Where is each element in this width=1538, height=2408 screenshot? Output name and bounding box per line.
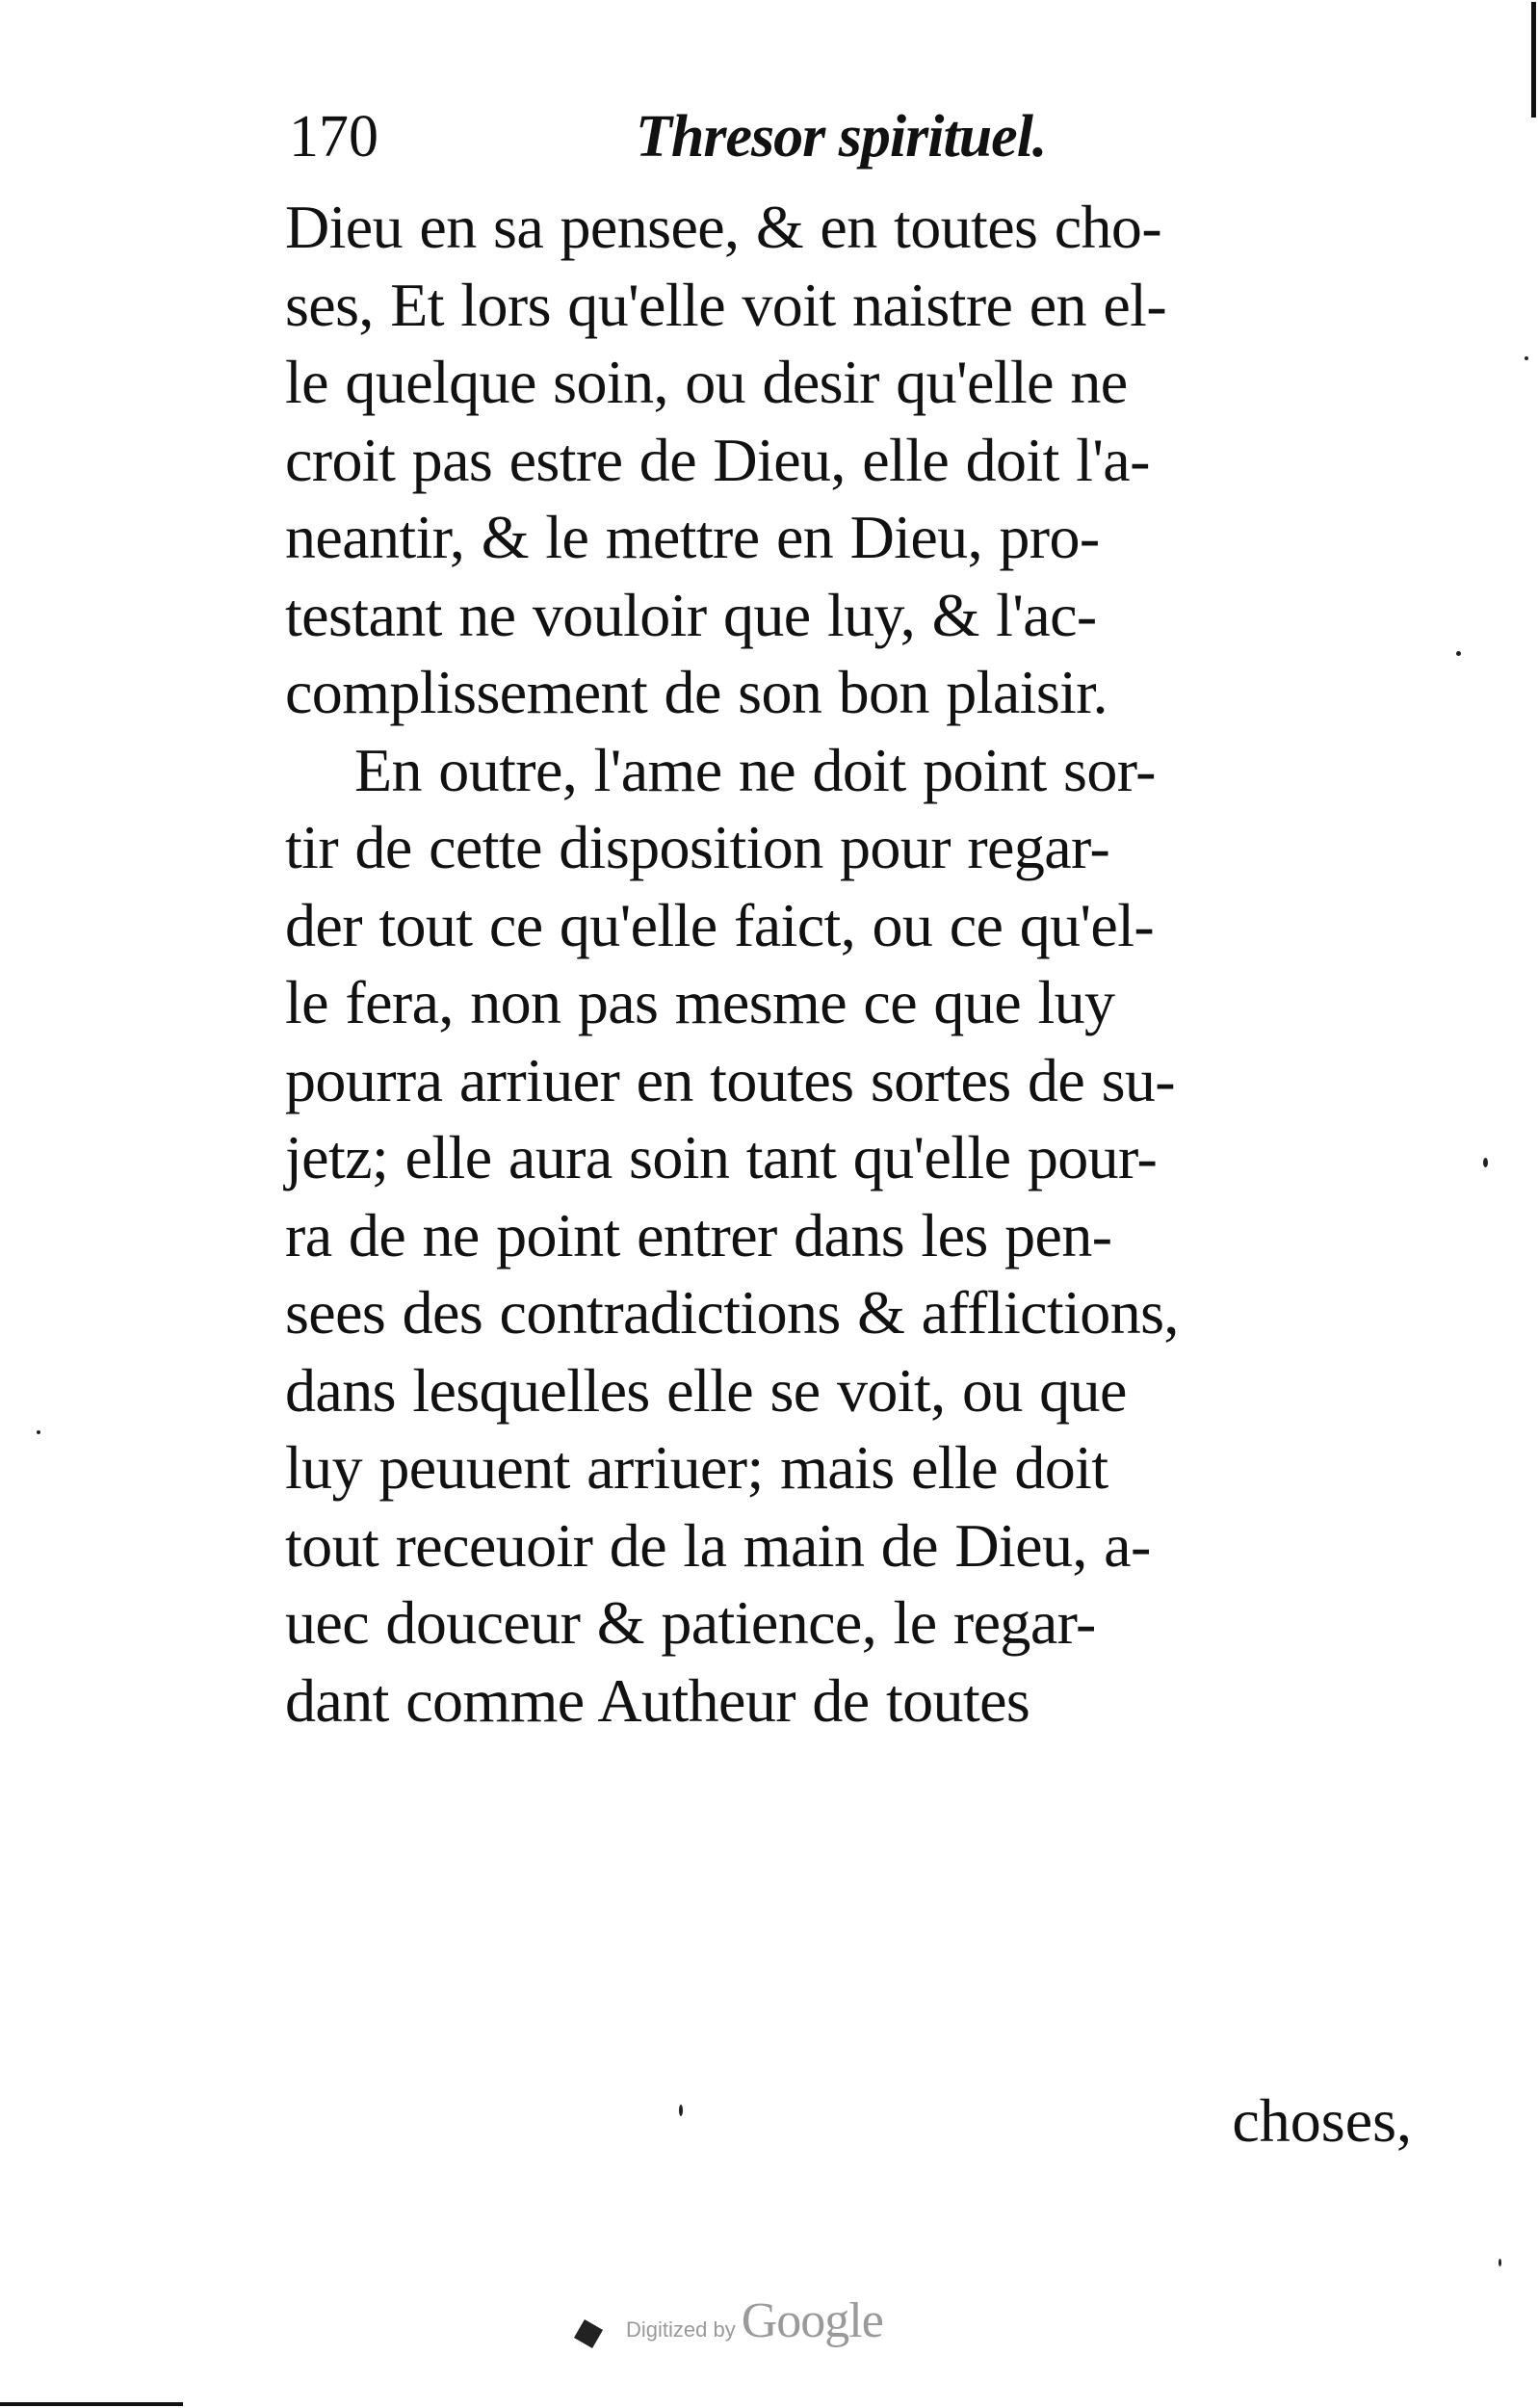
ink-speck — [1456, 651, 1461, 656]
text-line: sees des contradictions & afflictions, — [285, 1278, 1179, 1347]
digitized-by-label: Digitized by — [626, 2317, 736, 2342]
text-line: neantir, & le mettre en Dieu, pro- — [285, 503, 1100, 571]
ink-speck — [1483, 1158, 1488, 1167]
catchword: choses, — [1232, 2086, 1412, 2155]
text-line: Dieu en sa pensee, & en toutes cho- — [285, 193, 1162, 261]
text-line: croit pas estre de Dieu, elle doit l'a- — [285, 425, 1150, 494]
text-line: dans lesquelles elle se voit, ou que — [285, 1355, 1127, 1425]
ink-speck — [1525, 356, 1528, 360]
text-line: tout receuoir de la main de Dieu, a- — [285, 1510, 1151, 1580]
text-line: ra de ne point entrer dans les pen- — [285, 1200, 1112, 1269]
body-text — [285, 189, 1412, 1740]
scan-edge-mark — [0, 2402, 183, 2406]
text-line: uec douceur & patience, le regar- — [285, 1588, 1096, 1657]
text-line: le fera, non pas mesme ce que luy — [285, 968, 1115, 1036]
text-line: complissement de son bon plaisir. — [285, 658, 1108, 726]
text-line: tir de cette disposition pour regar- — [285, 813, 1110, 881]
text-line: luy peuuent arriuer; mais elle doit — [285, 1433, 1108, 1502]
text-line: jetz; elle aura soin tant qu'elle pour- — [285, 1123, 1158, 1191]
ink-speck — [679, 2105, 683, 2116]
google-logo: Google — [741, 2293, 883, 2348]
text-line: ses, Et lors qu'elle voit naistre en el- — [285, 270, 1167, 339]
ink-speck — [37, 1430, 40, 1434]
text-line: dant comme Autheur de toutes — [285, 1665, 1030, 1735]
page-header — [289, 98, 1252, 175]
running-title: Thresor spirituel. — [636, 104, 1047, 170]
paragraph-start-line: En outre, l'ame ne doit point sor- — [354, 735, 1156, 804]
ink-speck — [1531, 2, 1536, 118]
digitization-footer — [626, 2292, 883, 2350]
text-line: der tout ce qu'elle faict, ou ce qu'el- — [285, 890, 1155, 959]
ink-speck — [1499, 2259, 1501, 2266]
text-line: le quelque soin, ou desir qu'elle ne — [285, 348, 1128, 416]
text-line: pourra arriuer en toutes sortes de su- — [285, 1045, 1175, 1114]
text-line: testant ne vouloir que luy, & l'ac- — [285, 580, 1097, 649]
ink-speck — [574, 2319, 603, 2348]
page-number: 170 — [289, 104, 378, 170]
